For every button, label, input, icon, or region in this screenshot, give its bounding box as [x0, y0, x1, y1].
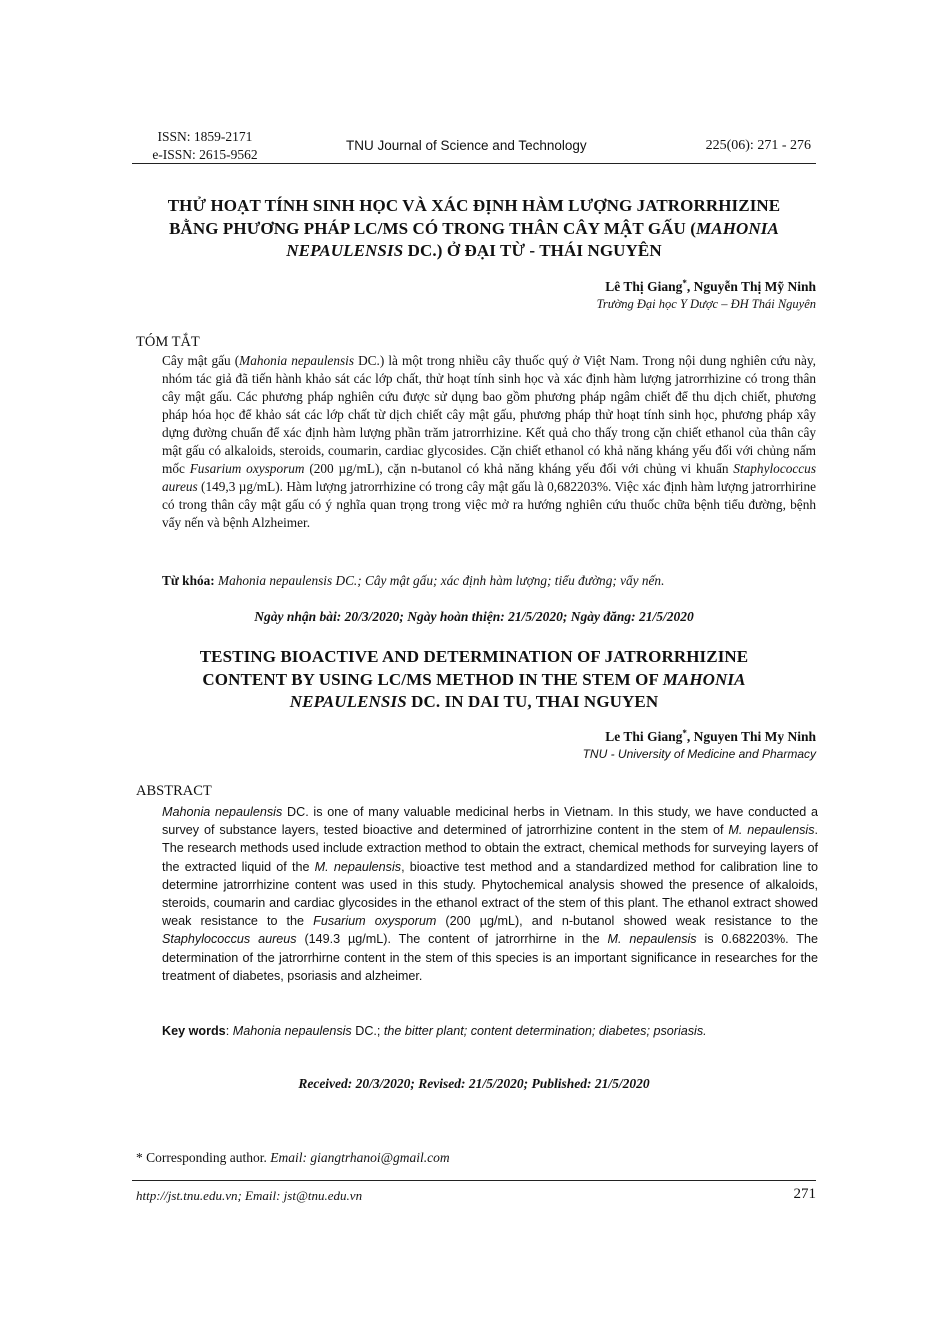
keywords-vi-species: Mahonia nepaulensis	[218, 573, 333, 588]
title-en-genus: MAHONIA	[662, 669, 746, 689]
title-vi-line3	[120, 240, 828, 263]
title-vi-genus: MAHONIA	[696, 218, 779, 238]
footer-rule	[132, 1180, 816, 1181]
keywords-en-list: the bitter plant; content determination; diabetes; psoriasis.	[383, 1024, 707, 1038]
header-rule	[132, 163, 816, 164]
abstract-vi-bacteria: Staphylococcus aureus	[162, 461, 817, 494]
abstract-en-species: Mahonia nepaulensis	[162, 805, 283, 819]
abstract-en-species: M. nepaulensis	[314, 859, 402, 874]
title-en-line1: TESTING BIOACTIVE AND DETERMINATION OF JATRORRHIZINE	[199, 647, 749, 666]
keywords-vi	[162, 572, 816, 590]
title-en-line2	[120, 669, 828, 692]
footnote-email[interactable]: Email: giangtrhanoi@gmail.com	[270, 1150, 450, 1165]
corresponding-mark-vi: *	[682, 278, 687, 288]
title-vi-line3-text: DC.) Ở ĐẠI TỪ - THÁI NGUYÊN	[403, 241, 662, 260]
keywords-en-label: Key words	[162, 1024, 226, 1038]
abstract-en-text: DC. is one of many valuable medicinal herbs in Vietnam. In this study, we have conducted a survey of substance layers, tested bioactive and determined of jatrorrhizine content in the stem of	[162, 805, 818, 838]
keywords-en	[162, 1022, 818, 1040]
corresponding-footnote	[136, 1150, 450, 1166]
section-abstract: ABSTRACT	[136, 783, 212, 799]
issn-block	[140, 128, 270, 164]
abstract-vi-text: (200 µg/mL), cặn n-butanol có khả năng kháng yếu đối với chủng vi khuẩn	[304, 461, 734, 476]
page-number: 271	[793, 1186, 816, 1202]
abstract-en-text: , bioactive test method and a standardized method for calibration line to determine jatrorrhizine content was used in this study. Phytochemical analysis showed the presence of alkaloids, steroids, coumarin and cardiac glycosides in the ethanol extract of the stem of this plant. The ethanol extract showed weak resistance to the	[162, 859, 818, 929]
author-2-en: , Nguyen Thi My Ninh	[686, 729, 816, 744]
title-en-species: NEPAULENSIS	[289, 692, 407, 711]
abstract-en-text: (149.3 µg/mL). The content of jatrorrhirne in the	[296, 932, 608, 947]
abstract-vi-species: Mahonia nepaulensis	[239, 353, 355, 368]
title-vi-species: NEPAULENSIS	[286, 241, 404, 260]
abstract-en-species: M. nepaulensis	[728, 823, 815, 838]
title-vi	[120, 195, 828, 263]
abstract-en-text: . The research methods used include extraction method to obtain the extract, chemical methods for surveying layers of the extracted liquid of the	[162, 823, 818, 874]
affiliation-en: TNU - University of Medicine and Pharmacy	[582, 747, 816, 761]
abstract-en-species: M. nepaulensis	[607, 932, 697, 947]
author-1-en: Le Thi Giang	[605, 729, 683, 744]
issn: ISSN: 1859-2171	[157, 129, 253, 144]
keywords-en-text: DC.;	[351, 1024, 384, 1038]
author-1-vi: Lê Thị Giang	[605, 279, 683, 294]
volume-pages: 225(06): 271 - 276	[705, 138, 811, 153]
title-vi-line2-text: BẰNG PHƯƠNG PHÁP LC/MS CÓ TRONG THÂN CÂY MẬT GẤU (	[169, 218, 697, 238]
section-tomtat: TÓM TẮT	[136, 334, 200, 350]
title-en-line3	[120, 691, 828, 714]
keywords-vi-label: Từ khóa:	[162, 573, 219, 588]
eissn: e-ISSN: 2615-9562	[152, 147, 258, 162]
corresponding-mark-en: *	[682, 728, 687, 738]
authors-en	[605, 729, 816, 745]
title-en-line3-text: DC. IN DAI TU, THAI NGUYEN	[406, 692, 659, 711]
affiliation-vi: Trường Đại học Y Dược – ĐH Thái Nguyên	[596, 297, 816, 311]
authors-vi	[605, 279, 816, 295]
keywords-en-colon: :	[225, 1024, 233, 1038]
journal-name: TNU Journal of Science and Technology	[346, 138, 587, 153]
title-vi-line1: THỬ HOẠT TÍNH SINH HỌC VÀ XÁC ĐỊNH HÀM LƯỢNG JATRORRHIZINE	[167, 196, 781, 215]
author-2-vi: , Nguyễn Thị Mỹ Ninh	[686, 279, 816, 294]
abstract-vi-text: DC.) là một trong nhiều cây thuốc quý ở Việt Nam. Trong nội dung nghiên cứu này, nhóm tác giả đã tiến hành khảo sát các lớp chất, thử hoạt tính sinh học và xác định hàm lượng jatrorrhizine có trong thân cây mật gấu. Các phương pháp nghiên cứu được sử dụng bao gồm phương pháp ngâm chiết để thu dịch chiết, phương pháp hóa học để khảo sát các lớp chất từ dịch chiết cây mật gấu, phương pháp thử hoạt tính sinh học, phương pháp xây dựng đường chuẩn để xác định hàm lượng phần trăm jatrorrhizine. Kết quả cho thấy trong cặn chiết ethanol của thân cây mật gấu có alkaloids, steroids, coumarin, cardiac glycosides. Cặn chiết ethanol có khả năng kháng yếu đối với chủng nấm mốc	[162, 353, 816, 476]
title-en-line2-text: CONTENT BY USING LC/MS METHOD IN THE STEM OF	[202, 669, 663, 689]
abstract-vi-text: (149,3 µg/mL). Hàm lượng jatrorrhizine có trong cây mật gấu là 0,682203%. Việc xác định hàm lượng jatrorrhirine có trong thân cây mật gấu có ý nghĩa quan trọng trong việc mở ra hướng nghiên cứu thuốc chữa bệnh tiểu đường, bệnh vẩy nến và bệnh Alzheimer.	[162, 479, 816, 530]
abstract-en-text: (200 µg/mL), and n-butanol showed weak resistance to the	[436, 914, 818, 929]
abstract-en-bacteria: Staphylococcus aureus	[162, 932, 297, 947]
title-vi-line2	[120, 218, 828, 241]
dates-vi: Ngày nhận bài: 20/3/2020; Ngày hoàn thiện: 21/5/2020; Ngày đăng: 21/5/2020	[254, 609, 694, 624]
abstract-vi-fungus: Fusarium oxysporum	[189, 461, 305, 476]
keywords-en-species: Mahonia nepaulensis	[232, 1024, 352, 1038]
footer-links[interactable]: http://jst.tnu.edu.vn; Email: jst@tnu.edu.vn	[136, 1188, 363, 1203]
dates-en: Received: 20/3/2020; Revised: 21/5/2020; Published: 21/5/2020	[298, 1076, 650, 1091]
title-en	[120, 646, 828, 714]
footnote-label: * Corresponding author.	[136, 1150, 271, 1165]
abstract-en-fungus: Fusarium oxysporum	[313, 914, 437, 929]
abstract-vi	[162, 352, 816, 532]
abstract-en	[162, 803, 818, 985]
abstract-en-text: is 0.682203%. The determination of the jatrorrhirne content in the stem of this species is an important significance in researches for the treatment of diabetes, psoriasis and alzheimer.	[162, 932, 818, 983]
abstract-vi-text: Cây mật gấu (	[162, 353, 240, 368]
keywords-vi-list: DC.; Cây mật gấu; xác định hàm lượng; tiểu đường; vẩy nến.	[332, 573, 665, 588]
